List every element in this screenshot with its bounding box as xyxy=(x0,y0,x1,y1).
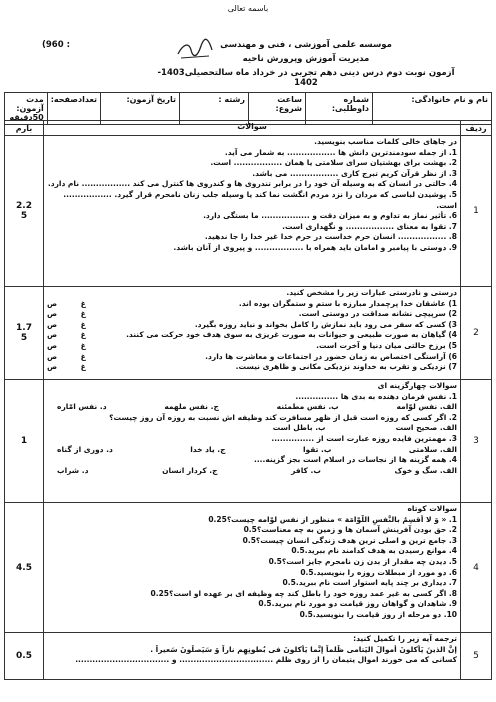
option[interactable]: الف. نفس لوّامه xyxy=(396,402,457,412)
mcq-question: 1. نفس فرمان دهنده به بدی ها ............... xyxy=(295,391,457,401)
question-row-1 xyxy=(5,136,492,287)
short-question: 2. حق بودن آفرینش آسمان ها و زمین به چه معناست؟0.5 xyxy=(243,525,457,535)
question-line: 6. تأثیر نماز به تداوم و به میزان دقت و ................. ما بستگی دارد. xyxy=(203,211,457,221)
tf-marks[interactable]: غ ص xyxy=(47,362,86,372)
short-question: 4. موانع رسیدن به هدف کدامند نام ببرید.0.5 xyxy=(291,546,457,556)
institute-name: موسسه علمی آموزشی ، فنی و مهندسی xyxy=(220,40,392,50)
question-line: 9. دوستی با پیامبر و امامان باید همراه با ................. و پیروی از آنان باشد. xyxy=(173,242,457,252)
question-row-2 xyxy=(5,287,492,380)
option[interactable]: الف. سلامتی xyxy=(408,444,457,454)
tf-marks[interactable]: غ ص xyxy=(47,309,86,319)
short-question: 7. دیداری بر چند پایه استوار است نام ببرید.0.5 xyxy=(282,578,457,588)
short-question: 3. جامع ترین و اصلی ترین هدف زندگی انسان چیست؟0.5 xyxy=(242,535,457,545)
question-line: است. xyxy=(436,200,457,210)
mcq-question: 4. همه گزینه ها از نجاسات در اسلام است بجز گزینه.... xyxy=(253,455,457,465)
question-line: 5. پوشیدن لباسی که مردان را نزد مردم انگشت نما کند یا وسیله جلب زنان نامحرم قرار گیرد. ................. xyxy=(63,189,457,199)
question-body xyxy=(44,287,461,380)
question-title: ترجمه آیه زیر را تکمیل کنید: xyxy=(353,634,457,643)
option[interactable]: ب. کافر xyxy=(291,465,321,475)
field-label: رشته : xyxy=(218,95,245,104)
question-body xyxy=(44,503,461,633)
short-question: 8. اگر کسی به غیر عمد روزه خود را باطل کند چه وظیفه ای بر عهده او است؟0.25 xyxy=(150,588,457,598)
mcq-question: 3. مهمترین فایده روزه عبارت است از ............... xyxy=(271,433,457,443)
question-row-5 xyxy=(5,633,492,680)
tf-marks[interactable]: غ ص xyxy=(47,351,86,361)
question-line: 1. از جمله سودمندترین دانش ها ................. به شمار می آید. xyxy=(224,147,457,157)
question-body xyxy=(44,380,461,503)
exam-header xyxy=(36,36,456,96)
basmala-title: باسمه تعالی xyxy=(227,4,269,13)
name-label: نام و نام خانوادگی: xyxy=(411,95,488,104)
short-question: 5. دیدن چه مقدار از بدن زن نامحرم جایز است؟0.5 xyxy=(268,556,457,566)
question-number: 5 xyxy=(461,633,492,680)
education-office: مدیریت آموزش وپرورش ناحیه xyxy=(242,54,370,64)
option[interactable]: ج. یاد خدا xyxy=(190,444,226,454)
question-score: 2.2 5 xyxy=(5,136,44,287)
question-number: 2 xyxy=(461,287,492,380)
mcq-question: 2. اگر کسی که روزه است قبل از ظهر مسافرت کند وظیفه اش نسبت به روزه آن روز چیست؟ xyxy=(109,412,457,422)
tf-item: غ ص 5) برزخ حالتی میان دنیا و آخرت است. xyxy=(47,340,457,350)
duration-value: 50دقیقه xyxy=(9,113,44,122)
short-question: 9. شاهدان و گواهان روز قیامت دو مورد نام ببرید.0.5 xyxy=(258,599,457,609)
tf-item: غ ص 1) عاشقان خدا پرچمدار مبارزه با ستم و ستمگران بوده اند. xyxy=(47,298,457,308)
question-line: در جاهای خالی کلمات مناسب بنویسید. xyxy=(314,137,457,146)
question-score: 1.7 5 xyxy=(5,287,44,380)
option[interactable]: ج. نفس ملهمه xyxy=(164,402,219,412)
question-score: 1 xyxy=(5,380,44,503)
question-number: 3 xyxy=(461,380,492,503)
signature-icon xyxy=(175,36,215,64)
date-label: تاریخ آزمون: xyxy=(126,95,176,104)
page-code: (960 : xyxy=(42,40,70,50)
start-time-label: ساعت شروع: xyxy=(275,95,302,113)
question-number: 4 xyxy=(461,503,492,633)
question-line: 8. ................. انسان حرم خداست در حرم خدا غیر خدا را جا ندهید. xyxy=(204,232,457,242)
col-row-header: ردیف xyxy=(461,121,492,136)
tf-item: غ ص 4) گیاهان به صورت طبیعی و حیوانات به صورت غریزی به سوی هدف خود حرکت می کنند. xyxy=(47,330,457,340)
col-questions-header: سوالات xyxy=(44,121,461,136)
question-line: 3. از نظر قرآن کریم تبرج کاری ................. می باشد. xyxy=(252,168,457,178)
tf-item: غ ص 2) سرپیچی نشانه صداقت در دوستی است. xyxy=(47,309,457,319)
quran-verse: إنَّ الذینَ یَأکلونَ أموالَ الیَتامی ظُلماً إنَّما یَأکلونَ فی بُطونِهِم ناراً وَ سَیَصلَونَ سَعیراً . xyxy=(150,644,457,654)
tf-item: غ ص 3) کسی که سفر می رود باید نمازش را کامل بخواند و نباید روزه بگیرد. xyxy=(47,319,457,329)
short-question: 10. دو مرحله از روز قیامت را بنویسید.0.5 xyxy=(299,609,457,619)
option[interactable]: د. نفس امّاره xyxy=(57,402,107,412)
tf-item: غ ص 7) نزدیکی و تقرب به خداوند نزدیکی مکانی و ظاهری نیست. xyxy=(47,362,457,372)
tf-marks[interactable]: غ ص xyxy=(47,330,86,340)
question-number: 1 xyxy=(461,136,492,287)
col-score-header: بارم xyxy=(5,121,44,136)
tf-item: غ ص 6) آراستگی اختصاص به زمان حضور در اجتماعات و معاشرت ها دارد. xyxy=(47,351,457,361)
question-title: سوالات کوتاه xyxy=(407,504,457,513)
mcq-options xyxy=(47,402,457,413)
tf-marks[interactable]: غ ص xyxy=(47,340,86,350)
short-question: 6. دو مورد از مبطلات روزه را بنویسید.0.5 xyxy=(300,567,457,577)
question-line: 2. بهشت برای بهشتیان سرای سلامتی یا همان ................. است. xyxy=(210,158,457,168)
option[interactable]: الف. صحیح است xyxy=(395,423,457,433)
option[interactable]: د. دوری از گناه xyxy=(57,444,113,454)
question-line: 7. تقوا به معنای ................. و نگهداری است. xyxy=(282,221,457,231)
number-label: شماره داوطلبی: xyxy=(331,95,369,113)
translation-prompt[interactable]: کسانی که می خورند اموال یتیمان را از روی ظلم ................................. و ................................. xyxy=(75,655,457,665)
option[interactable]: د. شراب xyxy=(57,465,89,475)
question-title: درستی و نادرستی عبارات زیر را مشخص کنید. xyxy=(286,288,457,297)
question-row-4 xyxy=(5,503,492,633)
question-score: 0.5 xyxy=(5,633,44,680)
pages-label: تعدادصفحه: xyxy=(50,95,97,104)
mcq-options xyxy=(47,445,457,456)
option[interactable]: الف. سگ و خوک xyxy=(394,465,457,475)
question-score: 4.5 xyxy=(5,503,44,633)
question-line: 4. حالتی در انسان که به وسیله آن خود را در برابر تندروی ها و کندروی ها کنترل می کند ................. نام دارد. xyxy=(47,179,457,189)
option[interactable]: ب. تقوا xyxy=(302,444,332,454)
question-title: سوالات چهارگزینه ای xyxy=(377,381,457,390)
tf-marks[interactable]: غ ص xyxy=(47,298,86,308)
mcq-options xyxy=(47,423,457,434)
question-body xyxy=(44,633,461,680)
question-body xyxy=(44,136,461,287)
mcq-options xyxy=(47,466,457,477)
option[interactable]: ب. نفس مطمئنه xyxy=(276,402,339,412)
duration-label: مدت آزمون: xyxy=(16,95,44,113)
option[interactable]: ب. باطل است xyxy=(272,423,326,433)
exam-title: آزمون نوبت دوم درس دینی دهم تجربی در خرداد ماه سالتحصیلی1403-1402 xyxy=(157,68,455,88)
short-question: 1. « وَ لا أُقسِمُ بالنَّفسِ اللّوّامَة » منظور از نفس لوّامه چیست؟0.25 xyxy=(208,514,457,524)
questions-table xyxy=(4,120,492,680)
tf-marks[interactable]: غ ص xyxy=(47,319,86,329)
option[interactable]: ج. کردار انسان xyxy=(162,465,218,475)
table-header-row xyxy=(5,121,492,136)
question-row-3 xyxy=(5,380,492,503)
